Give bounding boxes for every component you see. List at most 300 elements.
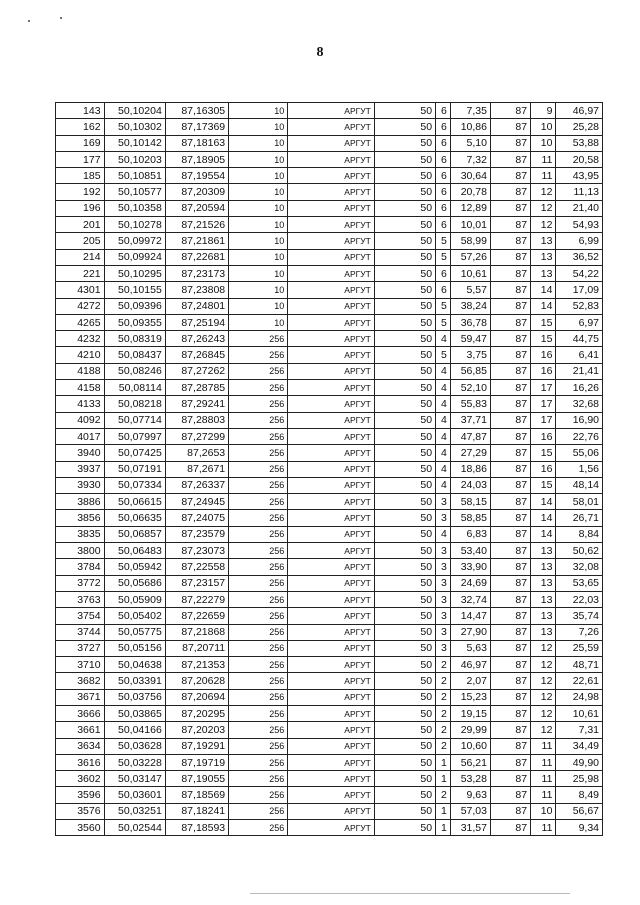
cell-river-name: АРГУТ xyxy=(288,461,375,477)
cell-longitude: 87,21868 xyxy=(165,624,228,640)
cell-longitude: 87,19719 xyxy=(165,754,228,770)
cell-latitude: 50,03228 xyxy=(104,754,165,770)
table-row xyxy=(56,380,603,396)
cell-latitude: 50,10358 xyxy=(104,200,165,216)
cell-lon-minutes: 10 xyxy=(531,803,556,819)
cell-point-id: 3937 xyxy=(56,461,105,477)
cell-source-code: 256 xyxy=(229,445,288,461)
table-row xyxy=(56,151,603,167)
cell-river-name: АРГУТ xyxy=(288,445,375,461)
cell-lat-seconds: 10,61 xyxy=(450,265,490,281)
cell-river-name: АРГУТ xyxy=(288,494,375,510)
cell-lat-seconds: 19,15 xyxy=(450,705,490,721)
cell-latitude: 50,05402 xyxy=(104,608,165,624)
cell-lat-seconds: 9,63 xyxy=(450,787,490,803)
cell-point-id: 196 xyxy=(56,200,105,216)
cell-lat-minutes: 6 xyxy=(436,282,451,298)
cell-longitude: 87,19291 xyxy=(165,738,228,754)
cell-lon-seconds: 21,41 xyxy=(556,363,603,379)
cell-point-id: 3744 xyxy=(56,624,105,640)
cell-lon-degrees: 87 xyxy=(490,282,530,298)
cell-lat-seconds: 56,21 xyxy=(450,754,490,770)
cell-lat-seconds: 31,57 xyxy=(450,820,490,836)
cell-latitude: 50,09355 xyxy=(104,314,165,330)
cell-point-id: 3661 xyxy=(56,722,105,738)
cell-river-name: АРГУТ xyxy=(288,103,375,119)
cell-latitude: 50,08218 xyxy=(104,396,165,412)
table-row xyxy=(56,445,603,461)
cell-river-name: АРГУТ xyxy=(288,314,375,330)
cell-lat-seconds: 53,40 xyxy=(450,543,490,559)
cell-lat-seconds: 5,63 xyxy=(450,640,490,656)
cell-river-name: АРГУТ xyxy=(288,787,375,803)
cell-lon-seconds: 26,71 xyxy=(556,510,603,526)
cell-lat-minutes: 4 xyxy=(436,445,451,461)
cell-lat-degrees: 50 xyxy=(374,705,435,721)
cell-lat-minutes: 2 xyxy=(436,657,451,673)
cell-lat-minutes: 4 xyxy=(436,331,451,347)
cell-river-name: АРГУТ xyxy=(288,689,375,705)
cell-lon-degrees: 87 xyxy=(490,754,530,770)
cell-point-id: 3596 xyxy=(56,787,105,803)
cell-lon-seconds: 25,98 xyxy=(556,771,603,787)
cell-lat-seconds: 5,10 xyxy=(450,135,490,151)
cell-point-id: 3727 xyxy=(56,640,105,656)
cell-lon-seconds: 22,76 xyxy=(556,428,603,444)
cell-lat-minutes: 4 xyxy=(436,526,451,542)
cell-lon-seconds: 17,09 xyxy=(556,282,603,298)
cell-lon-degrees: 87 xyxy=(490,445,530,461)
cell-point-id: 3754 xyxy=(56,608,105,624)
cell-lat-seconds: 47,87 xyxy=(450,428,490,444)
cell-source-code: 256 xyxy=(229,559,288,575)
cell-source-code: 256 xyxy=(229,461,288,477)
cell-latitude: 50,03628 xyxy=(104,738,165,754)
cell-river-name: АРГУТ xyxy=(288,168,375,184)
cell-lon-degrees: 87 xyxy=(490,738,530,754)
cell-lat-seconds: 10,86 xyxy=(450,119,490,135)
cell-lat-degrees: 50 xyxy=(374,265,435,281)
table-row xyxy=(56,640,603,656)
cell-lon-minutes: 12 xyxy=(531,200,556,216)
cell-lon-degrees: 87 xyxy=(490,543,530,559)
cell-latitude: 50,05686 xyxy=(104,575,165,591)
cell-lon-degrees: 87 xyxy=(490,803,530,819)
cell-lat-degrees: 50 xyxy=(374,200,435,216)
cell-lat-minutes: 6 xyxy=(436,217,451,233)
cell-lon-minutes: 15 xyxy=(531,477,556,493)
cell-latitude: 50,10851 xyxy=(104,168,165,184)
cell-lat-seconds: 24,69 xyxy=(450,575,490,591)
cell-lat-degrees: 50 xyxy=(374,738,435,754)
cell-lat-degrees: 50 xyxy=(374,249,435,265)
cell-longitude: 87,22681 xyxy=(165,249,228,265)
cell-lon-seconds: 36,52 xyxy=(556,249,603,265)
cell-longitude: 87,20594 xyxy=(165,200,228,216)
table-row xyxy=(56,526,603,542)
cell-lat-seconds: 7,35 xyxy=(450,103,490,119)
table-row xyxy=(56,119,603,135)
cell-river-name: АРГУТ xyxy=(288,380,375,396)
table-row xyxy=(56,738,603,754)
cell-longitude: 87,20203 xyxy=(165,722,228,738)
cell-lat-minutes: 1 xyxy=(436,771,451,787)
cell-lon-minutes: 12 xyxy=(531,657,556,673)
cell-lon-minutes: 12 xyxy=(531,722,556,738)
cell-lon-minutes: 15 xyxy=(531,331,556,347)
cell-lon-minutes: 14 xyxy=(531,526,556,542)
cell-lon-minutes: 13 xyxy=(531,233,556,249)
cell-river-name: АРГУТ xyxy=(288,738,375,754)
cell-latitude: 50,05909 xyxy=(104,591,165,607)
cell-lon-seconds: 9,34 xyxy=(556,820,603,836)
cell-lon-degrees: 87 xyxy=(490,461,530,477)
cell-point-id: 3576 xyxy=(56,803,105,819)
cell-longitude: 87,29241 xyxy=(165,396,228,412)
cell-point-id: 185 xyxy=(56,168,105,184)
cell-lon-degrees: 87 xyxy=(490,820,530,836)
cell-source-code: 256 xyxy=(229,396,288,412)
cell-source-code: 256 xyxy=(229,591,288,607)
cell-lon-seconds: 1,56 xyxy=(556,461,603,477)
cell-latitude: 50,10278 xyxy=(104,217,165,233)
cell-lat-degrees: 50 xyxy=(374,380,435,396)
cell-longitude: 87,21526 xyxy=(165,217,228,233)
cell-latitude: 50,08246 xyxy=(104,363,165,379)
cell-lat-minutes: 2 xyxy=(436,705,451,721)
cell-latitude: 50,06483 xyxy=(104,543,165,559)
cell-river-name: АРГУТ xyxy=(288,331,375,347)
cell-lon-degrees: 87 xyxy=(490,477,530,493)
cell-lon-seconds: 20,58 xyxy=(556,151,603,167)
cell-lon-seconds: 55,06 xyxy=(556,445,603,461)
table-row xyxy=(56,282,603,298)
cell-river-name: АРГУТ xyxy=(288,559,375,575)
scan-speck xyxy=(28,20,30,22)
coordinates-table xyxy=(55,102,603,836)
cell-lon-minutes: 9 xyxy=(531,103,556,119)
cell-longitude: 87,22558 xyxy=(165,559,228,575)
cell-lon-seconds: 34,49 xyxy=(556,738,603,754)
cell-river-name: АРГУТ xyxy=(288,722,375,738)
cell-lon-minutes: 11 xyxy=(531,787,556,803)
cell-point-id: 3671 xyxy=(56,689,105,705)
cell-lat-degrees: 50 xyxy=(374,689,435,705)
cell-river-name: АРГУТ xyxy=(288,217,375,233)
cell-lat-seconds: 38,24 xyxy=(450,298,490,314)
cell-source-code: 256 xyxy=(229,331,288,347)
cell-longitude: 87,23073 xyxy=(165,543,228,559)
cell-lon-minutes: 12 xyxy=(531,705,556,721)
cell-source-code: 10 xyxy=(229,249,288,265)
table-row xyxy=(56,771,603,787)
cell-lon-minutes: 17 xyxy=(531,396,556,412)
cell-lat-minutes: 3 xyxy=(436,559,451,575)
cell-lat-degrees: 50 xyxy=(374,754,435,770)
cell-lon-degrees: 87 xyxy=(490,103,530,119)
cell-latitude: 50,10155 xyxy=(104,282,165,298)
cell-lon-degrees: 87 xyxy=(490,217,530,233)
cell-lat-degrees: 50 xyxy=(374,347,435,363)
cell-river-name: АРГУТ xyxy=(288,200,375,216)
cell-source-code: 256 xyxy=(229,575,288,591)
cell-lon-seconds: 53,88 xyxy=(556,135,603,151)
cell-longitude: 87,23157 xyxy=(165,575,228,591)
cell-lon-minutes: 16 xyxy=(531,363,556,379)
cell-lat-minutes: 2 xyxy=(436,722,451,738)
cell-lat-seconds: 36,78 xyxy=(450,314,490,330)
cell-lon-seconds: 22,03 xyxy=(556,591,603,607)
cell-lat-degrees: 50 xyxy=(374,820,435,836)
cell-longitude: 87,18593 xyxy=(165,820,228,836)
cell-lat-minutes: 1 xyxy=(436,803,451,819)
cell-river-name: АРГУТ xyxy=(288,363,375,379)
cell-longitude: 87,24945 xyxy=(165,494,228,510)
cell-point-id: 3835 xyxy=(56,526,105,542)
cell-longitude: 87,23808 xyxy=(165,282,228,298)
table-row xyxy=(56,591,603,607)
cell-source-code: 10 xyxy=(229,298,288,314)
cell-lon-seconds: 43,95 xyxy=(556,168,603,184)
cell-lon-seconds: 6,97 xyxy=(556,314,603,330)
cell-point-id: 3940 xyxy=(56,445,105,461)
cell-lat-seconds: 3,75 xyxy=(450,347,490,363)
cell-lat-minutes: 1 xyxy=(436,754,451,770)
cell-lat-minutes: 6 xyxy=(436,184,451,200)
cell-point-id: 4272 xyxy=(56,298,105,314)
cell-point-id: 221 xyxy=(56,265,105,281)
table-row xyxy=(56,461,603,477)
cell-river-name: АРГУТ xyxy=(288,624,375,640)
cell-lat-minutes: 6 xyxy=(436,103,451,119)
cell-lat-minutes: 3 xyxy=(436,624,451,640)
cell-lon-degrees: 87 xyxy=(490,363,530,379)
cell-source-code: 10 xyxy=(229,135,288,151)
cell-lon-degrees: 87 xyxy=(490,412,530,428)
cell-river-name: АРГУТ xyxy=(288,428,375,444)
cell-latitude: 50,07997 xyxy=(104,428,165,444)
cell-lon-seconds: 48,71 xyxy=(556,657,603,673)
cell-river-name: АРГУТ xyxy=(288,298,375,314)
cell-lat-minutes: 3 xyxy=(436,494,451,510)
cell-lon-degrees: 87 xyxy=(490,722,530,738)
cell-lon-degrees: 87 xyxy=(490,608,530,624)
cell-lon-degrees: 87 xyxy=(490,771,530,787)
cell-point-id: 4133 xyxy=(56,396,105,412)
cell-river-name: АРГУТ xyxy=(288,282,375,298)
cell-lat-seconds: 27,29 xyxy=(450,445,490,461)
cell-lon-degrees: 87 xyxy=(490,265,530,281)
cell-lat-minutes: 4 xyxy=(436,412,451,428)
table-row xyxy=(56,543,603,559)
cell-longitude: 87,21353 xyxy=(165,657,228,673)
cell-lat-seconds: 37,71 xyxy=(450,412,490,428)
cell-lon-seconds: 25,28 xyxy=(556,119,603,135)
cell-river-name: АРГУТ xyxy=(288,543,375,559)
cell-point-id: 3602 xyxy=(56,771,105,787)
cell-source-code: 256 xyxy=(229,820,288,836)
cell-point-id: 4210 xyxy=(56,347,105,363)
cell-lon-minutes: 10 xyxy=(531,135,556,151)
cell-lon-seconds: 7,31 xyxy=(556,722,603,738)
table-row xyxy=(56,298,603,314)
table-row xyxy=(56,314,603,330)
cell-lat-minutes: 4 xyxy=(436,396,451,412)
cell-source-code: 256 xyxy=(229,722,288,738)
cell-river-name: АРГУТ xyxy=(288,265,375,281)
cell-lat-seconds: 6,83 xyxy=(450,526,490,542)
table-row xyxy=(56,510,603,526)
cell-lon-seconds: 10,61 xyxy=(556,705,603,721)
cell-lon-minutes: 16 xyxy=(531,347,556,363)
cell-point-id: 4265 xyxy=(56,314,105,330)
cell-lat-minutes: 6 xyxy=(436,200,451,216)
cell-point-id: 162 xyxy=(56,119,105,135)
cell-lat-seconds: 10,60 xyxy=(450,738,490,754)
cell-longitude: 87,24075 xyxy=(165,510,228,526)
cell-point-id: 192 xyxy=(56,184,105,200)
cell-lat-minutes: 4 xyxy=(436,461,451,477)
table-row xyxy=(56,168,603,184)
cell-lon-degrees: 87 xyxy=(490,428,530,444)
cell-lat-seconds: 58,15 xyxy=(450,494,490,510)
cell-lon-seconds: 8,84 xyxy=(556,526,603,542)
cell-lat-seconds: 24,03 xyxy=(450,477,490,493)
cell-lon-seconds: 22,61 xyxy=(556,673,603,689)
cell-source-code: 256 xyxy=(229,689,288,705)
cell-source-code: 256 xyxy=(229,477,288,493)
cell-longitude: 87,20711 xyxy=(165,640,228,656)
cell-longitude: 87,20309 xyxy=(165,184,228,200)
cell-longitude: 87,16305 xyxy=(165,103,228,119)
cell-lat-minutes: 5 xyxy=(436,314,451,330)
cell-river-name: АРГУТ xyxy=(288,184,375,200)
cell-lat-degrees: 50 xyxy=(374,298,435,314)
cell-lon-degrees: 87 xyxy=(490,510,530,526)
cell-point-id: 3560 xyxy=(56,820,105,836)
cell-lon-degrees: 87 xyxy=(490,184,530,200)
cell-longitude: 87,22659 xyxy=(165,608,228,624)
cell-source-code: 10 xyxy=(229,103,288,119)
cell-lon-minutes: 16 xyxy=(531,428,556,444)
cell-latitude: 50,03865 xyxy=(104,705,165,721)
cell-lon-seconds: 46,97 xyxy=(556,103,603,119)
cell-latitude: 50,03391 xyxy=(104,673,165,689)
cell-lat-seconds: 15,23 xyxy=(450,689,490,705)
cell-river-name: АРГУТ xyxy=(288,608,375,624)
cell-lat-minutes: 6 xyxy=(436,135,451,151)
cell-lat-minutes: 5 xyxy=(436,347,451,363)
cell-lon-degrees: 87 xyxy=(490,559,530,575)
cell-lon-minutes: 11 xyxy=(531,738,556,754)
cell-lat-seconds: 18,86 xyxy=(450,461,490,477)
cell-point-id: 4188 xyxy=(56,363,105,379)
cell-lon-seconds: 35,74 xyxy=(556,608,603,624)
cell-point-id: 3930 xyxy=(56,477,105,493)
cell-river-name: АРГУТ xyxy=(288,119,375,135)
cell-lon-degrees: 87 xyxy=(490,705,530,721)
table-row xyxy=(56,249,603,265)
table-row xyxy=(56,396,603,412)
cell-river-name: АРГУТ xyxy=(288,151,375,167)
cell-river-name: АРГУТ xyxy=(288,591,375,607)
cell-source-code: 10 xyxy=(229,119,288,135)
cell-lat-seconds: 32,74 xyxy=(450,591,490,607)
cell-lon-degrees: 87 xyxy=(490,314,530,330)
cell-lon-degrees: 87 xyxy=(490,640,530,656)
cell-latitude: 50,03147 xyxy=(104,771,165,787)
cell-lat-seconds: 59,47 xyxy=(450,331,490,347)
cell-source-code: 256 xyxy=(229,380,288,396)
cell-latitude: 50,05156 xyxy=(104,640,165,656)
cell-lat-degrees: 50 xyxy=(374,803,435,819)
cell-lat-minutes: 2 xyxy=(436,673,451,689)
cell-lon-minutes: 15 xyxy=(531,445,556,461)
cell-latitude: 50,07714 xyxy=(104,412,165,428)
cell-lon-degrees: 87 xyxy=(490,233,530,249)
cell-lat-degrees: 50 xyxy=(374,331,435,347)
cell-lat-minutes: 3 xyxy=(436,575,451,591)
cell-lat-minutes: 3 xyxy=(436,543,451,559)
cell-lat-degrees: 50 xyxy=(374,135,435,151)
cell-point-id: 3634 xyxy=(56,738,105,754)
cell-lat-seconds: 57,26 xyxy=(450,249,490,265)
cell-river-name: АРГУТ xyxy=(288,771,375,787)
cell-lon-minutes: 11 xyxy=(531,820,556,836)
cell-longitude: 87,18905 xyxy=(165,151,228,167)
cell-lat-minutes: 4 xyxy=(436,477,451,493)
cell-lat-degrees: 50 xyxy=(374,673,435,689)
cell-lat-degrees: 50 xyxy=(374,314,435,330)
cell-river-name: АРГУТ xyxy=(288,705,375,721)
table-row xyxy=(56,608,603,624)
cell-lat-degrees: 50 xyxy=(374,640,435,656)
table-row xyxy=(56,184,603,200)
cell-lon-degrees: 87 xyxy=(490,575,530,591)
cell-source-code: 256 xyxy=(229,543,288,559)
cell-river-name: АРГУТ xyxy=(288,754,375,770)
cell-lat-minutes: 6 xyxy=(436,151,451,167)
table-row xyxy=(56,787,603,803)
cell-river-name: АРГУТ xyxy=(288,510,375,526)
table-row xyxy=(56,673,603,689)
cell-source-code: 256 xyxy=(229,657,288,673)
cell-lat-degrees: 50 xyxy=(374,103,435,119)
cell-lat-minutes: 4 xyxy=(436,380,451,396)
cell-longitude: 87,28803 xyxy=(165,412,228,428)
cell-river-name: АРГУТ xyxy=(288,657,375,673)
table-body xyxy=(56,103,603,836)
cell-longitude: 87,26845 xyxy=(165,347,228,363)
cell-lat-minutes: 6 xyxy=(436,119,451,135)
cell-lat-seconds: 52,10 xyxy=(450,380,490,396)
cell-longitude: 87,2671 xyxy=(165,461,228,477)
cell-lon-minutes: 13 xyxy=(531,559,556,575)
cell-source-code: 10 xyxy=(229,282,288,298)
cell-lat-degrees: 50 xyxy=(374,608,435,624)
cell-lat-degrees: 50 xyxy=(374,477,435,493)
cell-latitude: 50,03251 xyxy=(104,803,165,819)
cell-source-code: 256 xyxy=(229,526,288,542)
cell-river-name: АРГУТ xyxy=(288,477,375,493)
cell-latitude: 50,10204 xyxy=(104,103,165,119)
cell-lon-seconds: 50,62 xyxy=(556,543,603,559)
cell-latitude: 50,08114 xyxy=(104,380,165,396)
cell-lat-seconds: 12,89 xyxy=(450,200,490,216)
cell-lon-degrees: 87 xyxy=(490,673,530,689)
table-row xyxy=(56,331,603,347)
cell-lon-minutes: 13 xyxy=(531,575,556,591)
